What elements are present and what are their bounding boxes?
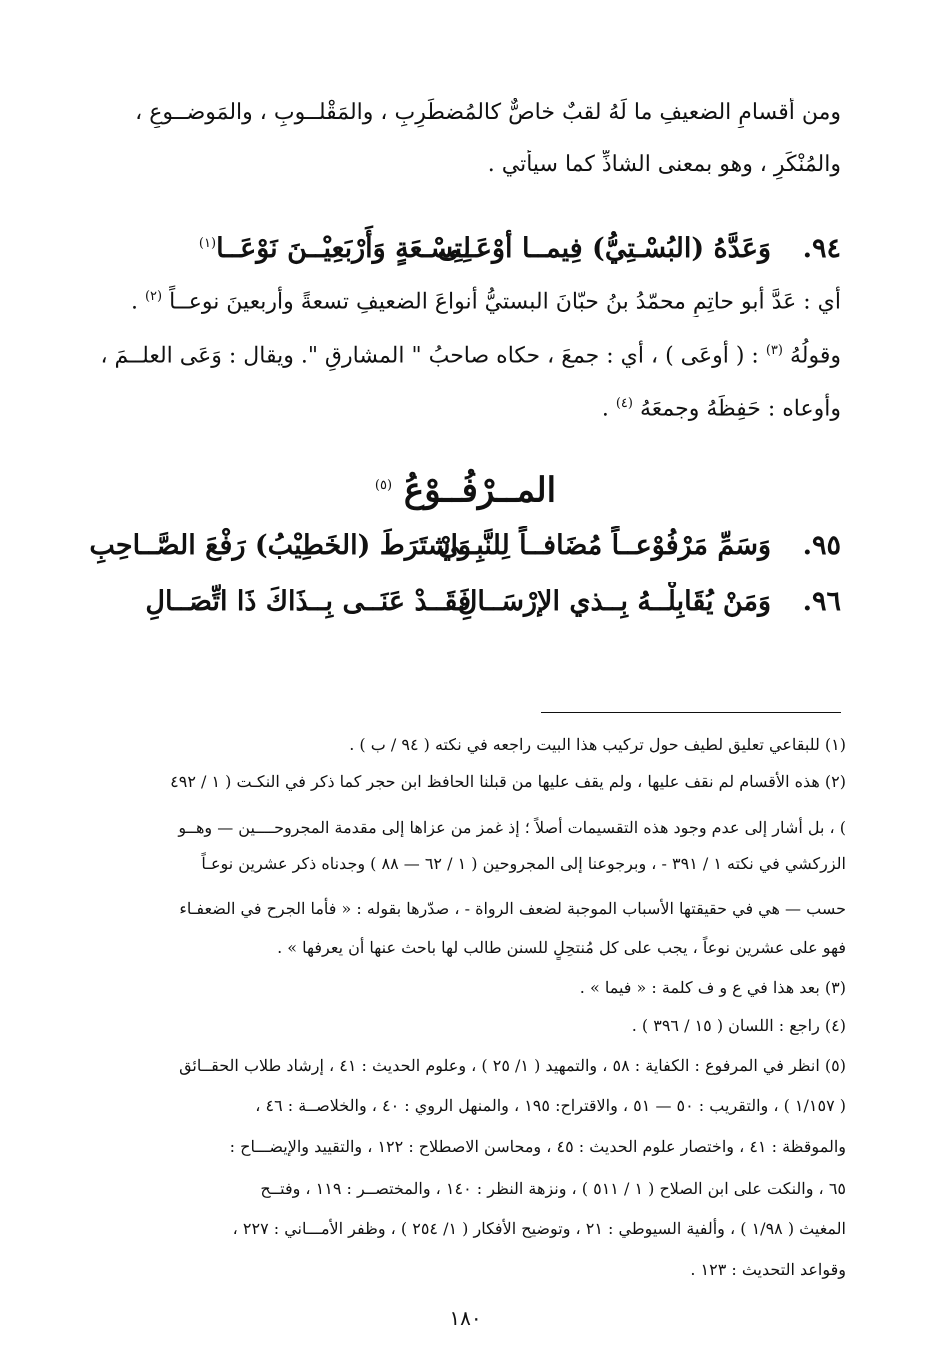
verse-hemistich-first: وَعَدَّهُ (البُسْـتِيُّ) فِيمــا أوْعَــى bbox=[437, 233, 771, 264]
footnote-3: (٣) بعد هذا في ع و ف كلمة : « فيما » . bbox=[579, 978, 846, 997]
intro-line-2: والمُنْكَرِ ، وهو بمعنى الشاذِّ كما سيأتي . bbox=[487, 152, 841, 177]
verse-hemistich-second: فَقَــدْ عَنَــى بِــذَاكَ ذَا اتِّصَــالِ bbox=[145, 586, 471, 617]
footnote-separator bbox=[541, 712, 841, 713]
footnote-marker: (٥) bbox=[374, 478, 393, 493]
page-number: ١٨٠ bbox=[449, 1306, 482, 1330]
footnote-2-line-4: حسب — هي في حقيقتها الأسباب الموجبة لضعف الرواة - ، صدّرها بقوله : « فأما الجرح في الضعفـاء bbox=[179, 899, 846, 918]
footnote-marker: (١) bbox=[198, 236, 217, 251]
commentary-text: وأوعاه : حَفِظَهُ وجمعَهُ bbox=[639, 396, 841, 422]
verse-number: ٩٦. bbox=[802, 586, 841, 617]
footnote-5-line-6: وقواعد التحديث : ١٢٣ . bbox=[690, 1260, 846, 1279]
commentary-text: . bbox=[601, 396, 609, 422]
section-title: المــرْفُــوْعُ bbox=[403, 470, 557, 511]
section-heading bbox=[0, 464, 931, 512]
commentary-text: : ( أوعَى ) ، أي : جمعَ ، حكاه صاحبُ " المشارقِ ". ويقال : وَعَى العلــمَ ، bbox=[100, 343, 759, 369]
footnote-2-line-1: (٢) هذه الأقسام لم نقف عليها ، ولم يقف عليها من قبلنا الحافظ ابن حجر كما ذكر في النكـت ( ١ / ٤٩٢ bbox=[170, 772, 846, 791]
footnote-5-line-5: المغيث ( ١/٩٨ ) ، وألفية السيوطي : ٢١ ، وتوضيح الأفكار ( ١/ ٢٥٤ ) ، وظفر الأمـــاني : ٢٢٧ ، bbox=[232, 1219, 846, 1238]
footnote-1: (١) للبقاعي تعليق لطيف حول تركيب هذا البيت راجعه في نكته ( ٩٤ / ب ) . bbox=[349, 735, 846, 754]
commentary-line-1 bbox=[78, 282, 841, 317]
commentary-line-3 bbox=[78, 389, 841, 424]
intro-line-1: ومن أقسامِ الضعيفِ ما لَهُ لقبٌ خاصٌّ كالمُضطَرِبِ ، والمَقْلــوبِ ، والمَوضــوعِ ، bbox=[135, 100, 841, 125]
footnote-2-line-2: ) ، بل أشار إلى عدم وجود هذه التقسيمات أصلاً ؛ إذ غمز من عزاها إلى مقدمة المجروحــــين — وهــو bbox=[178, 818, 846, 837]
footnote-marker: (٢) bbox=[144, 289, 163, 304]
verse-hemistich-first: وَمَنْ يُقَابِلْــهُ بِــذي الإرْسَــالِ bbox=[457, 586, 771, 617]
commentary-line-2 bbox=[78, 336, 841, 371]
footnote-5-line-2: ( ١/١٥٧ ) ، والتقريب : ٥٠ — ٥١ ، والاقتراح: ١٩٥ ، والمنهل الروي : ٤٠ ، والخلاصــة : ٤٦ ، bbox=[255, 1096, 846, 1115]
footnote-marker: (٣) bbox=[765, 343, 783, 358]
footnote-2-line-3: الزركشي في نكته ١ / ٣٩١ - ، وبرجوعنا إلى المجروحين ( ١ / ٦٢ — ٨٨ ) وجدناه ذكر عشرين نوعـاً bbox=[201, 854, 846, 873]
commentary-text: أي : عَدَّ أبو حاتِمِ محمّدُ بنُ حبّانَ البستيُّ أنواعَ الضعيفِ تسعةً وأربعينَ نوعــاً bbox=[169, 289, 841, 315]
footnote-marker: (٤) bbox=[615, 396, 633, 411]
commentary-text: وقولُهُ bbox=[789, 343, 841, 369]
verse-hemistich-first: وَسَمِّ مَرْفُوْعــاً مُضَافــاً لِلنَّبِــيْ bbox=[437, 530, 771, 561]
footnote-5-line-4: ٦٥ ، والنكت على ابن الصلاح ( ١ / ٥١١ ) ، ونزهة النظر : ١٤٠ ، والمختصــر : ١١٩ ، وفتــح bbox=[260, 1179, 846, 1198]
commentary-text: . bbox=[130, 289, 138, 315]
footnote-5-line-1: (٥) انظر في المرفوع : الكفاية : ٥٨ ، والتمهيد ( ١/ ٢٥ ) ، وعلوم الحديث : ٤١ ، إرشاد طلاب الحقــائق bbox=[179, 1056, 846, 1075]
verse-94 bbox=[78, 224, 841, 269]
footnote-2-line-5: فهو على عشرين نوعاً ، يجب على كل مُنتحِلٍ للسنن طالب لها باحث عنها أن يعرفها » . bbox=[277, 938, 846, 957]
verse-number: ٩٥. bbox=[802, 530, 841, 561]
verse-hemistich-second: لِتِسْـعَةٍ وَأَرْبَعِيْــنَ نَوْعَــا bbox=[216, 233, 471, 264]
verse-95 bbox=[78, 526, 841, 566]
verse-96 bbox=[78, 582, 841, 622]
footnote-4: (٤) راجع : اللسان ( ١٥ / ٣٩٦ ) . bbox=[631, 1016, 846, 1035]
verse-hemistich-second: وَاشتَرَطَ (الخَطِيْبُ) رَفْعَ الصَّــاحِبِ bbox=[89, 530, 471, 561]
footnote-5-line-3: والموقظة : ٤١ ، واختصار علوم الحديث : ٤٥ ، ومحاسن الاصطلاح : ١٢٢ ، والتقييد والإيضـــاح : bbox=[229, 1137, 846, 1156]
verse-number: ٩٤. bbox=[802, 233, 841, 264]
